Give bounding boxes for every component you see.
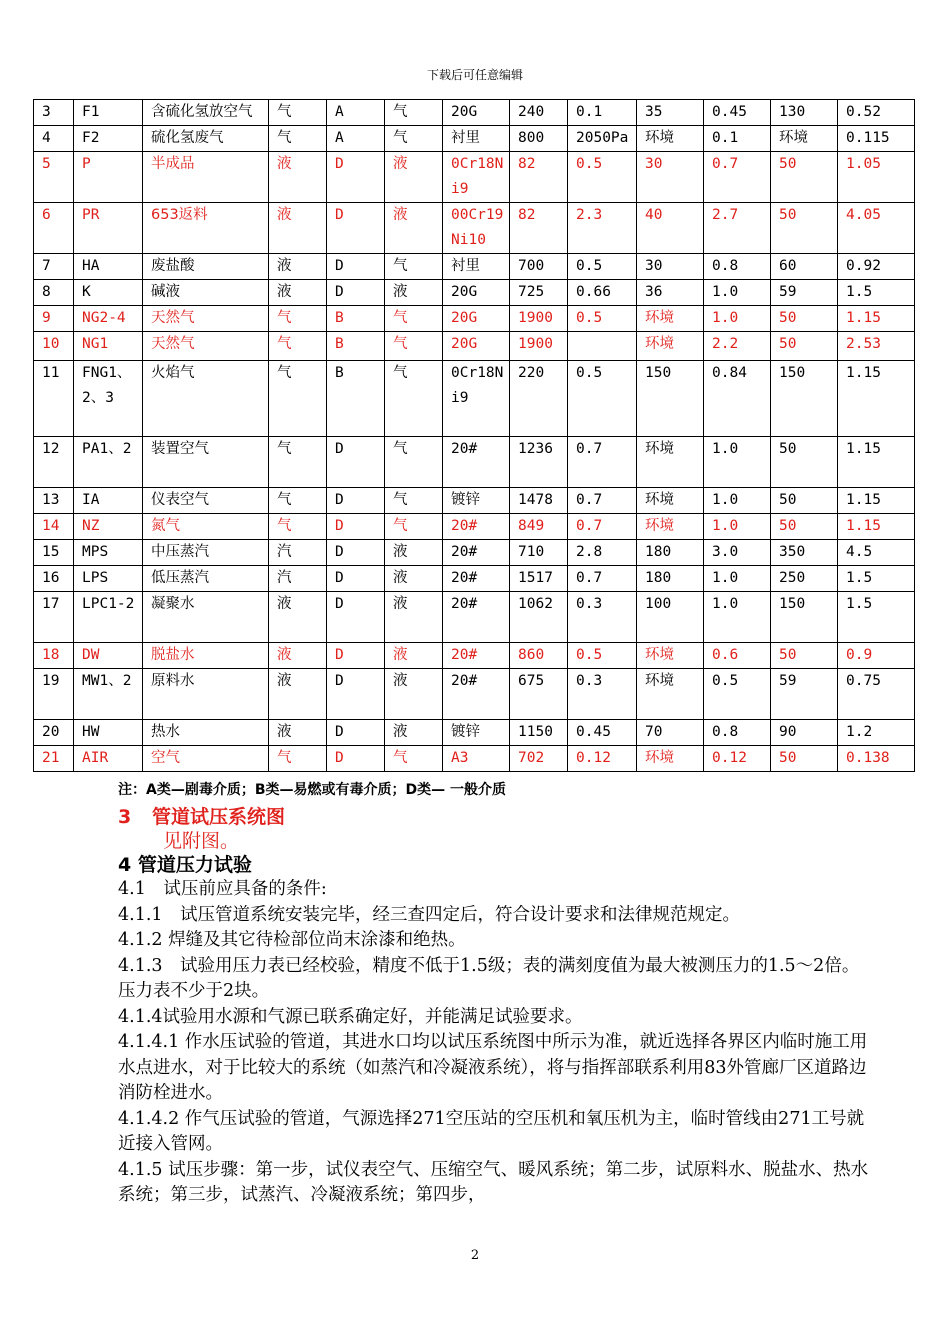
- table-row: [34, 643, 915, 669]
- cell-seq-no: 20: [34, 720, 74, 746]
- table-row: [34, 126, 915, 152]
- cell-pipe-code: AIR: [74, 746, 143, 772]
- cell-material: 镀锌: [443, 488, 510, 514]
- cell-seq-no: 16: [34, 566, 74, 592]
- cell-medium-state: 液: [269, 669, 327, 720]
- cell-design-pressure: 0.1: [568, 100, 637, 126]
- cell-design-temp: 环境: [637, 643, 704, 669]
- cell-medium-state: 液: [269, 643, 327, 669]
- cell-medium-state: 气: [269, 332, 327, 361]
- cell-design-temp: 环境: [637, 746, 704, 772]
- cell-check-pressure: 1.2: [838, 720, 915, 746]
- cell-design-temp: 30: [637, 152, 704, 203]
- cell-pipe-code: NZ: [74, 514, 143, 540]
- cell-test-medium: 气: [385, 332, 443, 361]
- cell-design-temp: 30: [637, 254, 704, 280]
- cell-medium-state: 液: [269, 720, 327, 746]
- cell-medium: 热水: [143, 720, 269, 746]
- cell-check-pressure: 0.138: [838, 746, 915, 772]
- cell-medium: 凝聚水: [143, 592, 269, 643]
- cell-medium-class: D: [327, 437, 385, 488]
- cell-test-temp: 50: [771, 514, 838, 540]
- cell-design-temp: 150: [637, 361, 704, 437]
- cell-medium: 脱盐水: [143, 643, 269, 669]
- cell-test-medium: 气: [385, 437, 443, 488]
- cell-material: 镀锌: [443, 720, 510, 746]
- cell-medium: 仪表空气: [143, 488, 269, 514]
- cell-pipe-code: F1: [74, 100, 143, 126]
- cell-seq-no: 3: [34, 100, 74, 126]
- cell-test-temp: 250: [771, 566, 838, 592]
- cell-check-pressure: 1.15: [838, 514, 915, 540]
- cell-design-temp: 环境: [637, 332, 704, 361]
- cell-design-temp: 36: [637, 280, 704, 306]
- cell-design-pressure: 0.5: [568, 361, 637, 437]
- cell-length: 860: [510, 643, 568, 669]
- cell-design-temp: 100: [637, 592, 704, 643]
- table-row: [34, 254, 915, 280]
- cell-seq-no: 21: [34, 746, 74, 772]
- cell-test-temp: 50: [771, 437, 838, 488]
- cell-design-pressure: [568, 332, 637, 361]
- cell-length: 700: [510, 254, 568, 280]
- cell-seq-no: 10: [34, 332, 74, 361]
- cell-test-medium: 气: [385, 514, 443, 540]
- cell-test-temp: 50: [771, 203, 838, 254]
- cell-medium-class: D: [327, 514, 385, 540]
- table-row: [34, 488, 915, 514]
- cell-check-pressure: 1.15: [838, 306, 915, 332]
- cell-test-temp: 60: [771, 254, 838, 280]
- table-row: [34, 280, 915, 306]
- cell-pipe-code: PR: [74, 203, 143, 254]
- table-row: [34, 592, 915, 643]
- table-row: [34, 332, 915, 361]
- cell-test-temp: 50: [771, 306, 838, 332]
- cell-length: 725: [510, 280, 568, 306]
- cell-medium-class: B: [327, 306, 385, 332]
- cell-material: 20#: [443, 669, 510, 720]
- cell-test-pressure: 0.6: [704, 643, 771, 669]
- cell-design-pressure: 0.7: [568, 514, 637, 540]
- cell-pipe-code: PA1、2: [74, 437, 143, 488]
- table-row: [34, 361, 915, 437]
- cell-design-temp: 环境: [637, 514, 704, 540]
- medium-class-note: 注：A类—剧毒介质；B类—易燃或有毒介质；D类— 一般介质: [118, 782, 506, 798]
- cell-material: 20#: [443, 566, 510, 592]
- cell-check-pressure: 0.115: [838, 126, 915, 152]
- cell-seq-no: 7: [34, 254, 74, 280]
- cell-medium-class: A: [327, 126, 385, 152]
- section-4-heading: 4 管道压力试验: [118, 854, 252, 876]
- cell-test-pressure: 0.5: [704, 669, 771, 720]
- paragraph: 4.1.4.2 作气压试验的管道，气源选择271空压站的空压机和氧压机为主，临时管线由271工号就近接入管网。: [118, 1108, 865, 1154]
- cell-test-temp: 59: [771, 280, 838, 306]
- cell-medium-class: D: [327, 643, 385, 669]
- paragraph: 4.1.5 试压步骤：第一步，试仪表空气、压缩空气、暖风系统；第二步，试原料水、脱盐水、热水系统；第三步，试蒸汽、冷凝液系统；第四步，: [118, 1159, 869, 1205]
- cell-test-medium: 气: [385, 254, 443, 280]
- cell-pipe-code: NG1: [74, 332, 143, 361]
- cell-check-pressure: 4.05: [838, 203, 915, 254]
- cell-seq-no: 4: [34, 126, 74, 152]
- cell-medium-state: 液: [269, 254, 327, 280]
- cell-test-pressure: 0.45: [704, 100, 771, 126]
- cell-material: 20G: [443, 332, 510, 361]
- cell-design-temp: 180: [637, 566, 704, 592]
- cell-test-medium: 气: [385, 306, 443, 332]
- cell-medium-state: 汽: [269, 540, 327, 566]
- cell-pipe-code: IA: [74, 488, 143, 514]
- cell-check-pressure: 1.05: [838, 152, 915, 203]
- table-row: [34, 540, 915, 566]
- cell-length: 710: [510, 540, 568, 566]
- cell-test-pressure: 1.0: [704, 566, 771, 592]
- cell-length: 1062: [510, 592, 568, 643]
- cell-test-medium: 液: [385, 669, 443, 720]
- cell-design-temp: 40: [637, 203, 704, 254]
- cell-test-pressure: 2.2: [704, 332, 771, 361]
- cell-medium-state: 气: [269, 437, 327, 488]
- cell-check-pressure: 0.52: [838, 100, 915, 126]
- section-3-title: 管道试压系统图: [152, 806, 286, 828]
- cell-length: 675: [510, 669, 568, 720]
- cell-design-pressure: 2050Pa: [568, 126, 637, 152]
- cell-test-temp: 50: [771, 643, 838, 669]
- cell-design-temp: 环境: [637, 488, 704, 514]
- cell-design-pressure: 0.66: [568, 280, 637, 306]
- cell-seq-no: 11: [34, 361, 74, 437]
- cell-medium-class: A: [327, 100, 385, 126]
- cell-test-medium: 液: [385, 152, 443, 203]
- cell-medium-class: D: [327, 746, 385, 772]
- cell-medium: 废盐酸: [143, 254, 269, 280]
- cell-design-temp: 环境: [637, 306, 704, 332]
- cell-test-medium: 气: [385, 126, 443, 152]
- cell-medium: 低压蒸汽: [143, 566, 269, 592]
- section-4-body: [118, 877, 873, 1209]
- cell-length: 849: [510, 514, 568, 540]
- cell-design-pressure: 0.5: [568, 643, 637, 669]
- cell-length: 82: [510, 203, 568, 254]
- paragraph: 4.1.1 试压管道系统安装完毕，经三查四定后，符合设计要求和法律规范规定。: [118, 904, 741, 925]
- cell-medium-class: D: [327, 720, 385, 746]
- cell-material: 20#: [443, 643, 510, 669]
- cell-medium: 653返料: [143, 203, 269, 254]
- cell-test-medium: 液: [385, 592, 443, 643]
- cell-test-medium: 气: [385, 361, 443, 437]
- cell-test-medium: 气: [385, 746, 443, 772]
- cell-medium-class: D: [327, 280, 385, 306]
- cell-check-pressure: 0.92: [838, 254, 915, 280]
- cell-test-medium: 液: [385, 203, 443, 254]
- cell-seq-no: 17: [34, 592, 74, 643]
- cell-test-medium: 液: [385, 643, 443, 669]
- cell-test-medium: 液: [385, 566, 443, 592]
- cell-test-pressure: 0.84: [704, 361, 771, 437]
- cell-design-pressure: 0.45: [568, 720, 637, 746]
- cell-material: A3: [443, 746, 510, 772]
- cell-test-temp: 50: [771, 488, 838, 514]
- cell-pipe-code: NG2-4: [74, 306, 143, 332]
- cell-material: 20G: [443, 306, 510, 332]
- cell-length: 82: [510, 152, 568, 203]
- cell-material: 20#: [443, 437, 510, 488]
- cell-seq-no: 15: [34, 540, 74, 566]
- cell-seq-no: 14: [34, 514, 74, 540]
- cell-check-pressure: 1.15: [838, 488, 915, 514]
- cell-medium-class: D: [327, 669, 385, 720]
- cell-test-pressure: 1.0: [704, 592, 771, 643]
- cell-pipe-code: DW: [74, 643, 143, 669]
- cell-design-pressure: 0.12: [568, 746, 637, 772]
- cell-design-temp: 70: [637, 720, 704, 746]
- cell-test-pressure: 1.0: [704, 437, 771, 488]
- cell-medium: 空气: [143, 746, 269, 772]
- table-row: [34, 437, 915, 488]
- cell-material: 衬里: [443, 126, 510, 152]
- cell-test-temp: 50: [771, 332, 838, 361]
- cell-pipe-code: LPS: [74, 566, 143, 592]
- cell-medium: 中压蒸汽: [143, 540, 269, 566]
- cell-medium-state: 液: [269, 280, 327, 306]
- cell-test-temp: 50: [771, 746, 838, 772]
- cell-test-pressure: 2.7: [704, 203, 771, 254]
- cell-test-temp: 59: [771, 669, 838, 720]
- cell-medium: 天然气: [143, 332, 269, 361]
- cell-length: 1236: [510, 437, 568, 488]
- cell-material: 20#: [443, 540, 510, 566]
- cell-medium-state: 气: [269, 361, 327, 437]
- cell-pipe-code: F2: [74, 126, 143, 152]
- cell-medium-state: 气: [269, 514, 327, 540]
- cell-pipe-code: K: [74, 280, 143, 306]
- cell-check-pressure: 0.9: [838, 643, 915, 669]
- cell-design-pressure: 0.5: [568, 254, 637, 280]
- cell-medium-class: D: [327, 254, 385, 280]
- cell-medium-state: 气: [269, 746, 327, 772]
- cell-medium-state: 汽: [269, 566, 327, 592]
- table-row: [34, 514, 915, 540]
- cell-design-temp: 环境: [637, 437, 704, 488]
- table-row: [34, 566, 915, 592]
- cell-test-temp: 150: [771, 361, 838, 437]
- cell-medium: 天然气: [143, 306, 269, 332]
- table-row: [34, 203, 915, 254]
- cell-length: 220: [510, 361, 568, 437]
- cell-design-pressure: 0.7: [568, 566, 637, 592]
- section-3-number: 3: [118, 806, 132, 828]
- cell-pipe-code: LPC1-2: [74, 592, 143, 643]
- cell-material: 20#: [443, 514, 510, 540]
- table-row: [34, 306, 915, 332]
- cell-test-pressure: 1.0: [704, 488, 771, 514]
- cell-medium: 硫化氢废气: [143, 126, 269, 152]
- cell-design-pressure: 0.7: [568, 437, 637, 488]
- cell-design-pressure: 0.3: [568, 669, 637, 720]
- cell-seq-no: 13: [34, 488, 74, 514]
- cell-length: 702: [510, 746, 568, 772]
- cell-design-pressure: 0.5: [568, 152, 637, 203]
- cell-test-medium: 液: [385, 720, 443, 746]
- cell-test-temp: 130: [771, 100, 838, 126]
- paragraph: 4.1.3 试验用压力表已经校验，精度不低于1.5级；表的满刻度值为最大被测压力的1.5～2倍。压力表不少于2块。: [118, 955, 860, 1001]
- cell-pipe-code: P: [74, 152, 143, 203]
- table-row: [34, 669, 915, 720]
- cell-check-pressure: 4.5: [838, 540, 915, 566]
- cell-design-pressure: 2.3: [568, 203, 637, 254]
- cell-length: 1478: [510, 488, 568, 514]
- cell-medium-class: D: [327, 488, 385, 514]
- cell-test-medium: 液: [385, 280, 443, 306]
- cell-length: 1900: [510, 306, 568, 332]
- cell-design-pressure: 0.3: [568, 592, 637, 643]
- cell-medium: 半成品: [143, 152, 269, 203]
- cell-material: 20#: [443, 592, 510, 643]
- cell-length: 240: [510, 100, 568, 126]
- cell-medium-class: D: [327, 540, 385, 566]
- cell-test-pressure: 1.0: [704, 514, 771, 540]
- cell-seq-no: 12: [34, 437, 74, 488]
- cell-check-pressure: 1.5: [838, 592, 915, 643]
- cell-test-pressure: 0.8: [704, 254, 771, 280]
- cell-medium-class: B: [327, 332, 385, 361]
- section-3-body: 见附图。: [163, 830, 240, 852]
- cell-check-pressure: 1.15: [838, 361, 915, 437]
- table-row: [34, 100, 915, 126]
- cell-seq-no: 9: [34, 306, 74, 332]
- table-row: [34, 720, 915, 746]
- cell-medium: 装置空气: [143, 437, 269, 488]
- cell-test-temp: 350: [771, 540, 838, 566]
- cell-length: 1517: [510, 566, 568, 592]
- cell-medium-state: 气: [269, 100, 327, 126]
- cell-seq-no: 18: [34, 643, 74, 669]
- cell-test-pressure: 1.0: [704, 306, 771, 332]
- cell-pipe-code: MW1、2: [74, 669, 143, 720]
- paragraph: 4.1.2 焊缝及其它待检部位尚末涂漆和绝热。: [118, 930, 466, 950]
- cell-material: 00Cr19Ni10: [443, 203, 510, 254]
- paragraph: 4.1.4.1 作水压试验的管道，其进水口均以试压系统图中所示为准，就近选择各界区内临时施工用水点进水，对于比较大的系统（如蒸汽和冷凝液系统），将与指挥部联系利用83外管廊厂区道路边消防栓进水。: [118, 1032, 868, 1103]
- cell-material: 衬里: [443, 254, 510, 280]
- cell-medium: 含硫化氢放空气: [143, 100, 269, 126]
- cell-design-pressure: 0.5: [568, 306, 637, 332]
- paragraph: 4.1 试压前应具备的条件:: [118, 879, 327, 899]
- cell-check-pressure: 2.53: [838, 332, 915, 361]
- cell-test-temp: 环境: [771, 126, 838, 152]
- cell-length: 1900: [510, 332, 568, 361]
- cell-check-pressure: 0.75: [838, 669, 915, 720]
- cell-design-temp: 35: [637, 100, 704, 126]
- table-row: [34, 746, 915, 772]
- cell-material: 0Cr18Ni9: [443, 361, 510, 437]
- cell-seq-no: 8: [34, 280, 74, 306]
- page-number: 2: [470, 1248, 480, 1263]
- cell-length: 800: [510, 126, 568, 152]
- page-header-note: 下载后可任意编辑: [426, 68, 523, 82]
- cell-design-pressure: 0.7: [568, 488, 637, 514]
- cell-medium-state: 液: [269, 203, 327, 254]
- cell-medium: 碱液: [143, 280, 269, 306]
- cell-medium: 火焰气: [143, 361, 269, 437]
- cell-medium-class: D: [327, 152, 385, 203]
- cell-test-pressure: 0.1: [704, 126, 771, 152]
- cell-check-pressure: 1.5: [838, 566, 915, 592]
- cell-material: 0Cr18Ni9: [443, 152, 510, 203]
- cell-design-pressure: 2.8: [568, 540, 637, 566]
- cell-material: 20G: [443, 280, 510, 306]
- cell-seq-no: 19: [34, 669, 74, 720]
- cell-medium-state: 液: [269, 152, 327, 203]
- cell-design-temp: 环境: [637, 126, 704, 152]
- section-3-heading: [118, 802, 285, 829]
- cell-test-temp: 90: [771, 720, 838, 746]
- cell-medium-class: D: [327, 203, 385, 254]
- cell-medium: 原料水: [143, 669, 269, 720]
- cell-test-pressure: 0.8: [704, 720, 771, 746]
- cell-medium-class: D: [327, 592, 385, 643]
- cell-design-temp: 环境: [637, 669, 704, 720]
- cell-material: 20G: [443, 100, 510, 126]
- cell-test-pressure: 0.12: [704, 746, 771, 772]
- cell-medium-class: B: [327, 361, 385, 437]
- cell-test-medium: 液: [385, 540, 443, 566]
- cell-seq-no: 6: [34, 203, 74, 254]
- cell-medium-state: 气: [269, 488, 327, 514]
- cell-pipe-code: HW: [74, 720, 143, 746]
- cell-test-temp: 150: [771, 592, 838, 643]
- cell-medium: 氮气: [143, 514, 269, 540]
- cell-design-temp: 180: [637, 540, 704, 566]
- cell-test-medium: 气: [385, 488, 443, 514]
- cell-check-pressure: 1.5: [838, 280, 915, 306]
- cell-seq-no: 5: [34, 152, 74, 203]
- cell-medium-state: 气: [269, 126, 327, 152]
- table-row: [34, 152, 915, 203]
- cell-pipe-code: HA: [74, 254, 143, 280]
- cell-medium-class: D: [327, 566, 385, 592]
- cell-test-pressure: 3.0: [704, 540, 771, 566]
- cell-check-pressure: 1.15: [838, 437, 915, 488]
- cell-test-pressure: 0.7: [704, 152, 771, 203]
- cell-test-temp: 50: [771, 152, 838, 203]
- cell-pipe-code: MPS: [74, 540, 143, 566]
- cell-medium-state: 液: [269, 592, 327, 643]
- cell-medium-state: 气: [269, 306, 327, 332]
- cell-pipe-code: FNG1、2、3: [74, 361, 143, 437]
- cell-test-pressure: 1.0: [704, 280, 771, 306]
- cell-length: 1150: [510, 720, 568, 746]
- cell-test-medium: 气: [385, 100, 443, 126]
- paragraph: 4.1.4试验用水源和气源已联系确定好，并能满足试验要求。: [118, 1006, 583, 1027]
- pipe-pressure-table: [33, 99, 915, 772]
